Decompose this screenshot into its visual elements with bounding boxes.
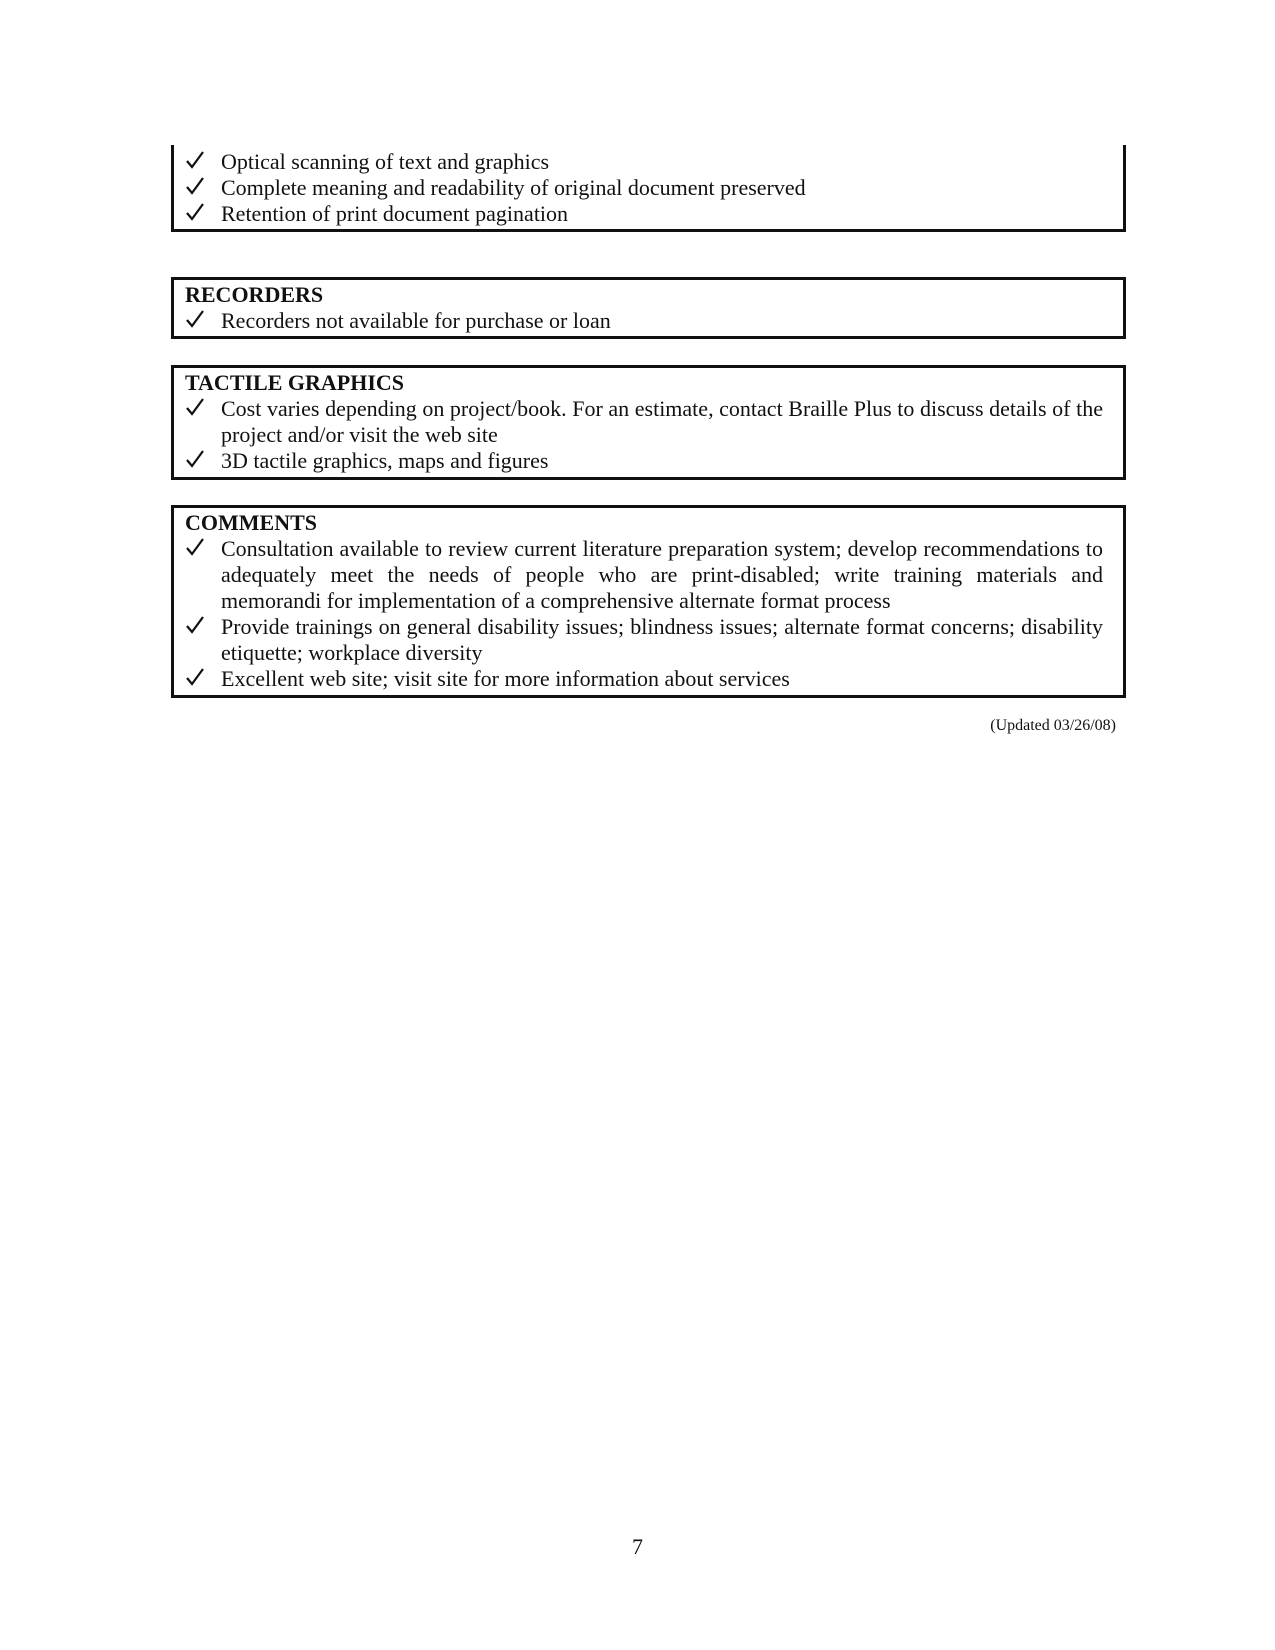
list-item-text: Cost varies depending on project/book. For an estimate, contact Braille Plus to discuss details of the project and/or visit the web site xyxy=(221,396,1103,447)
comments-section xyxy=(171,505,1126,698)
checkmark-icon xyxy=(185,396,209,422)
updated-note: (Updated 03/26/08) xyxy=(990,717,1116,734)
list-item-text: Complete meaning and readability of original document preserved xyxy=(221,175,806,200)
list-item xyxy=(185,396,1123,448)
list-item-text: Retention of print document pagination xyxy=(221,201,569,226)
list-item-text: Optical scanning of text and graphics xyxy=(221,149,550,174)
list-item xyxy=(185,448,1123,474)
section-title: RECORDERS xyxy=(185,282,324,307)
recorders-section xyxy=(171,277,1126,339)
continued-section xyxy=(171,145,1126,232)
list-item-text: Recorders not available for purchase or loan xyxy=(221,308,611,333)
tactile-graphics-section xyxy=(171,365,1126,480)
list-item xyxy=(185,536,1123,614)
list-item-text: Consultation available to review current literature preparation system; develop recommendations to adequately meet the needs of people who are print-disabled; write training materials and memorandi for implementation of a comprehensive alternate format process xyxy=(221,536,1103,613)
section-title: TACTILE GRAPHICS xyxy=(185,370,405,395)
checkmark-icon xyxy=(185,666,209,692)
checkmark-icon xyxy=(185,536,209,562)
list-item-text: 3D tactile graphics, maps and figures xyxy=(221,448,549,473)
checkmark-icon xyxy=(185,308,209,334)
tactile-graphics-list xyxy=(185,396,1123,474)
list-item-text: Provide trainings on general disability issues; blindness issues; alternate format concerns; disability etiquette; workplace diversity xyxy=(221,614,1103,665)
comments-list xyxy=(185,536,1123,692)
recorders-list xyxy=(185,308,1123,334)
continued-list xyxy=(185,149,1123,227)
checkmark-icon xyxy=(185,201,209,227)
checkmark-icon xyxy=(185,175,209,201)
list-item xyxy=(185,175,1123,201)
list-item xyxy=(185,149,1123,175)
list-item xyxy=(185,614,1123,666)
section-title: COMMENTS xyxy=(185,510,317,535)
page-number: 7 xyxy=(632,1534,643,1559)
checkmark-icon xyxy=(185,614,209,640)
list-item xyxy=(185,666,1123,692)
list-item xyxy=(185,308,1123,334)
list-item xyxy=(185,201,1123,227)
checkmark-icon xyxy=(185,448,209,474)
list-item-text: Excellent web site; visit site for more information about services xyxy=(221,666,790,691)
checkmark-icon xyxy=(185,149,209,175)
